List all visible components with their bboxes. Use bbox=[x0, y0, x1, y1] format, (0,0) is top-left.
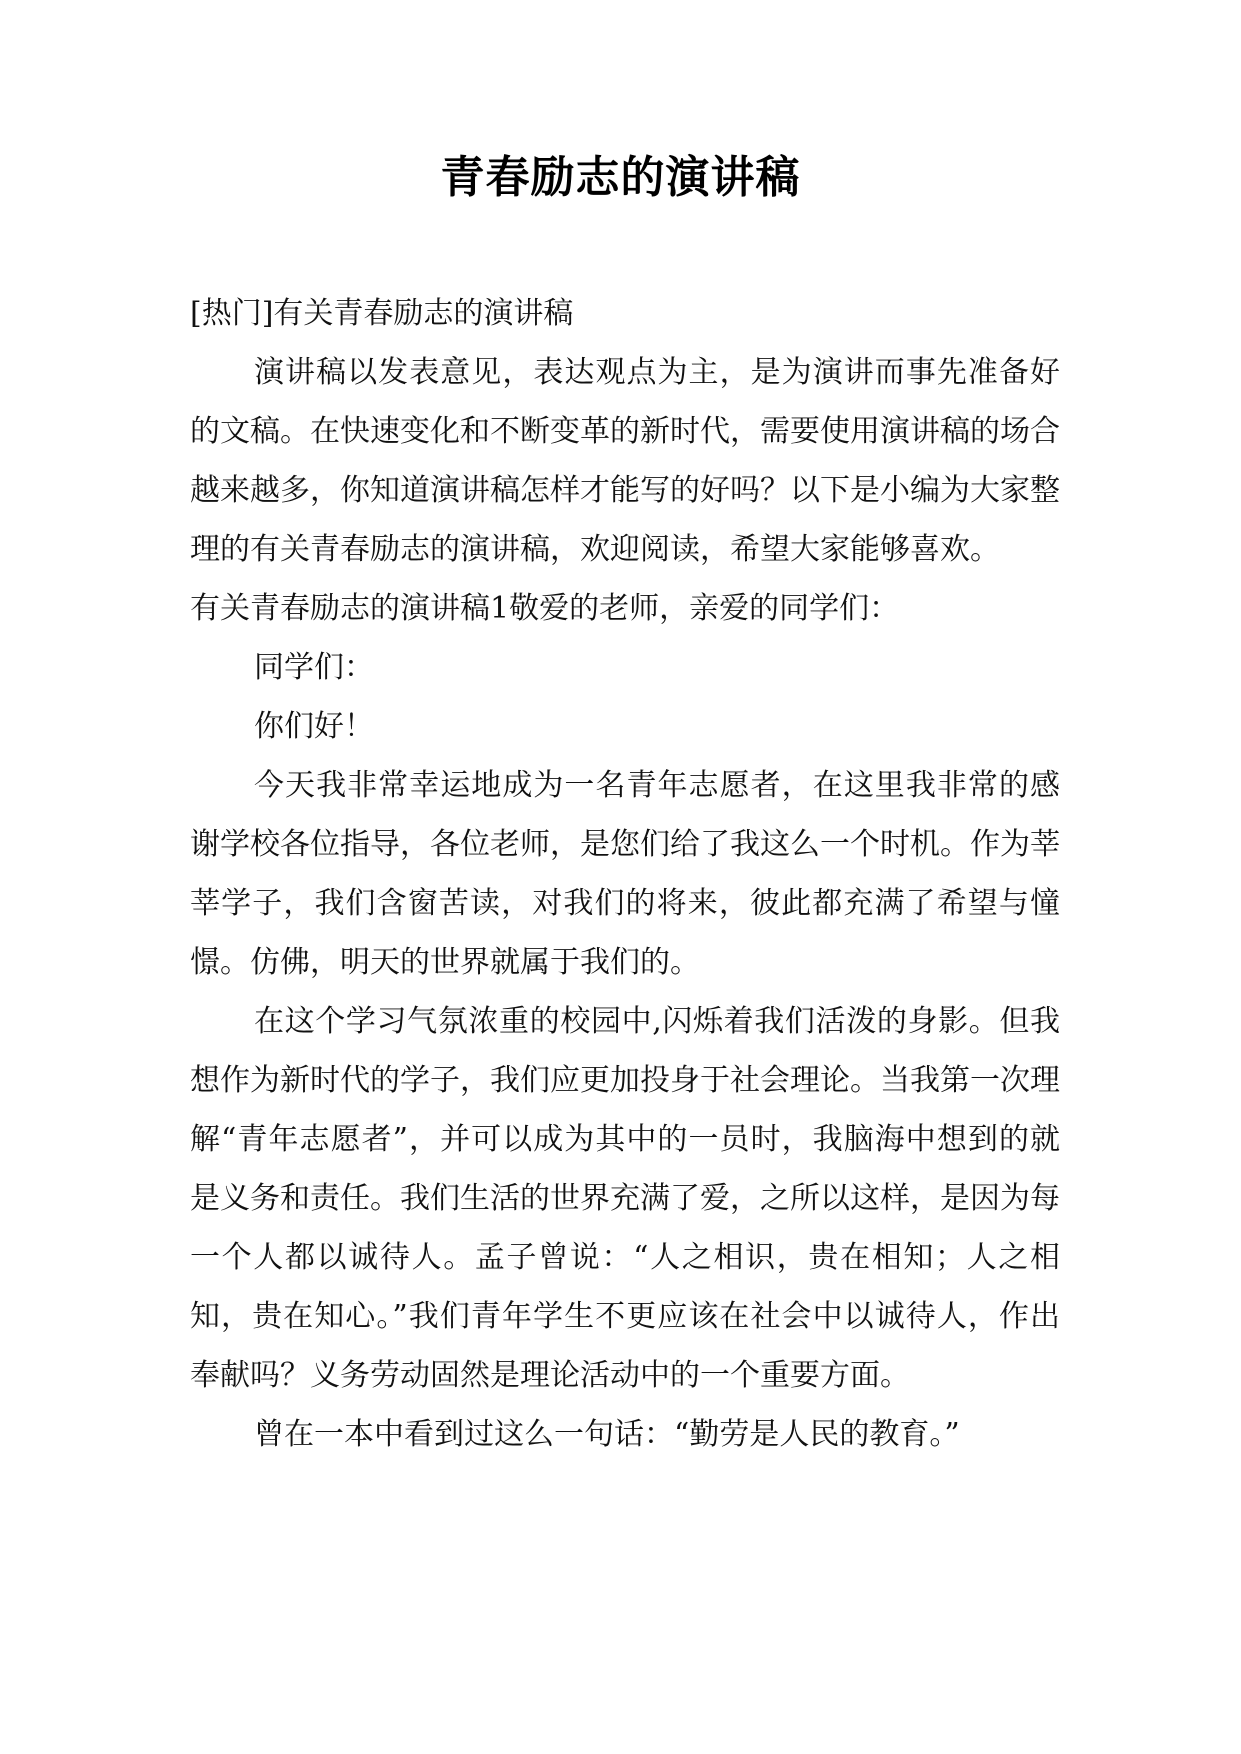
document-body bbox=[190, 284, 1060, 1464]
subtitle-line: [热门]有关青春励志的演讲稿 bbox=[190, 296, 574, 331]
paragraph-quote: 曾在一本中看到过这么一句话：“勤劳是人民的教育。” bbox=[254, 1417, 960, 1452]
paragraph-intro: 演讲稿以发表意见，表达观点为主，是为演讲而事先准备好的文稿。在快速变化和不断变革的新时代，需要使用演讲稿的场合越来越多，你知道演讲稿怎样才能写的好吗？以下是小编为大家整理的有关青春励志的演讲稿，欢迎阅读，希望大家能够喜欢。 bbox=[190, 355, 1060, 567]
paragraph-greeting-1: 同学们： bbox=[254, 650, 374, 685]
document-title: 青春励志的演讲稿 bbox=[440, 152, 801, 203]
paragraph-volunteer: 今天我非常幸运地成为一名青年志愿者，在这里我非常的感谢学校各位指导，各位老师，是您们给了我这么一个时机。作为莘莘学子，我们含窗苦读，对我们的将来，彼此都充满了希望与憧憬。仿佛，明天的世界就属于我们的。 bbox=[190, 768, 1060, 980]
speech-heading: 有关青春励志的演讲稿1敬爱的老师，亲爱的同学们： bbox=[190, 591, 900, 626]
paragraph-campus: 在这个学习气氛浓重的校园中,闪烁着我们活泼的身影。但我想作为新时代的学子，我们应更加投身于社会理论。当我第一次理解“青年志愿者”，并可以成为其中的一员时，我脑海中想到的就是义务和责任。我们生活的世界充满了爱，之所以这样，是因为每一个人都以诚待人。孟子曾说：“人之相识，贵在相知；人之相知，贵在知心。”我们青年学生不更应该在社会中以诚待人，作出奉献吗？义务劳动固然是理论活动中的一个重要方面。 bbox=[190, 1004, 1060, 1393]
paragraph-greeting-2: 你们好！ bbox=[254, 709, 374, 744]
